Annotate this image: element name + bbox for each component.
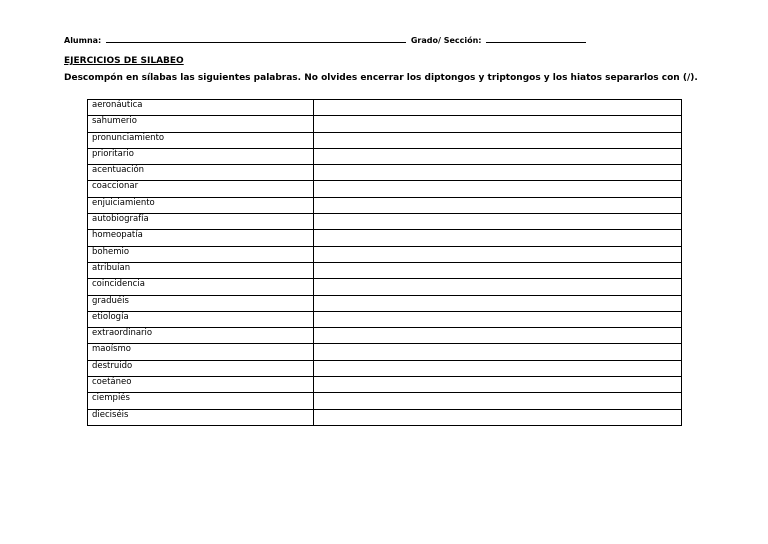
word-cell: maoísmo [88,344,314,360]
word-cell: pronunciamiento [88,132,314,148]
answer-cell[interactable] [314,230,682,246]
table-row [88,246,682,262]
exercise-instructions: Descompón en sílabas las siguientes palabras. No olvides encerrar los diptongos y triptongos y los hiatos separarlos con (/). [64,73,698,83]
answer-cell[interactable] [314,214,682,230]
answer-cell[interactable] [314,344,682,360]
table-row [88,165,682,181]
word-cell: coetáneo [88,377,314,393]
word-cell: bohemio [88,246,314,262]
word-cell: atribuían [88,262,314,278]
table-row [88,409,682,425]
table-row [88,214,682,230]
word-cell: graduéis [88,295,314,311]
table-row [88,393,682,409]
student-name-label: Alumna: [64,36,102,45]
word-cell: destruido [88,360,314,376]
table-row [88,230,682,246]
grade-section-label: Grado/ Sección: [410,36,482,45]
word-cell: enjuiciamiento [88,197,314,213]
table-row [88,344,682,360]
table-row [88,181,682,197]
table-row [88,148,682,164]
answer-cell[interactable] [314,165,682,181]
answer-cell[interactable] [314,181,682,197]
syllable-table [87,99,682,426]
word-cell: etiología [88,311,314,327]
answer-cell[interactable] [314,328,682,344]
table-row [88,311,682,327]
table-row [88,360,682,376]
answer-cell[interactable] [314,246,682,262]
answer-cell[interactable] [314,295,682,311]
word-cell: prioritario [88,148,314,164]
table-row [88,377,682,393]
word-cell: coincidencia [88,279,314,295]
student-name-field[interactable] [106,33,406,43]
answer-cell[interactable] [314,311,682,327]
answer-cell[interactable] [314,393,682,409]
answer-cell[interactable] [314,197,682,213]
word-cell: extraordinario [88,328,314,344]
grade-section-field[interactable] [486,33,586,43]
word-cell: autobiografía [88,214,314,230]
table-row [88,100,682,116]
word-cell: aeronáutica [88,100,314,116]
answer-cell[interactable] [314,116,682,132]
answer-cell[interactable] [314,279,682,295]
answer-cell[interactable] [314,377,682,393]
table-row [88,116,682,132]
word-cell: dieciséis [88,409,314,425]
word-cell: acentuación [88,165,314,181]
answer-cell[interactable] [314,132,682,148]
answer-cell[interactable] [314,360,682,376]
table-row [88,197,682,213]
table-row [88,279,682,295]
answer-cell[interactable] [314,100,682,116]
word-cell: sahumerio [88,116,314,132]
word-cell: homeopatía [88,230,314,246]
answer-cell[interactable] [314,262,682,278]
table-row [88,262,682,278]
exercise-title: EJERCICIOS DE SILABEO [64,56,184,66]
table-row [88,295,682,311]
student-info-line [64,33,588,45]
answer-cell[interactable] [314,409,682,425]
answer-cell[interactable] [314,148,682,164]
word-cell: coaccionar [88,181,314,197]
table-row [88,132,682,148]
word-cell: ciempiés [88,393,314,409]
table-row [88,328,682,344]
